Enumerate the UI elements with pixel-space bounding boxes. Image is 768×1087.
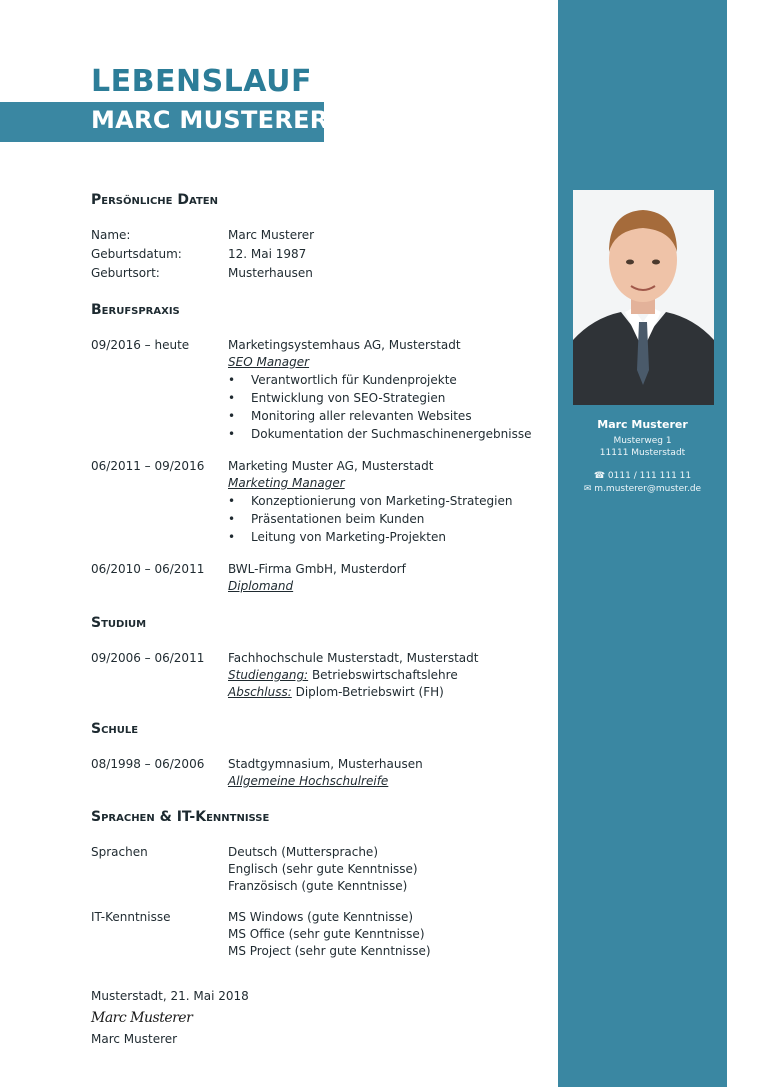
list-item: • Entwicklung von SEO-Strategien bbox=[228, 391, 446, 405]
it-label: IT-Kenntnisse bbox=[91, 910, 171, 924]
school-name: Stadtgymnasium, Musterhausen bbox=[228, 757, 423, 771]
sidebar-name: Marc Musterer bbox=[597, 418, 688, 431]
studies-school: Fachhochschule Musterstadt, Musterstadt bbox=[228, 651, 479, 665]
list-item: • Konzeptionierung von Marketing-Strategien bbox=[228, 494, 513, 508]
list-item: • Leitung von Marketing-Projekten bbox=[228, 530, 446, 544]
job-role: SEO Manager bbox=[228, 355, 310, 369]
profile-photo bbox=[573, 190, 714, 405]
signature: Marc Musterer bbox=[91, 1010, 193, 1026]
school-degree: Allgemeine Hochschulreife bbox=[228, 774, 389, 788]
personal-label: Name: bbox=[91, 228, 131, 242]
studies-field: Studiengang: Betriebswirtschaftslehre bbox=[228, 668, 458, 682]
list-item: • Präsentationen beim Kunden bbox=[228, 512, 425, 526]
personal-label: Geburtsort: bbox=[91, 266, 160, 280]
footer-name: Marc Musterer bbox=[91, 1032, 178, 1046]
language-item: Deutsch (Muttersprache) bbox=[228, 845, 378, 859]
school-period: 08/1998 – 06/2006 bbox=[91, 757, 205, 771]
sidebar-email[interactable]: ✉ m.musterer@muster.de bbox=[583, 484, 702, 494]
heading-studies: Studium bbox=[91, 615, 147, 631]
sidebar-phone: ☎ 0111 / 111 111 11 bbox=[593, 471, 692, 481]
it-item: MS Office (sehr gute Kenntnisse) bbox=[228, 927, 425, 941]
list-item: • Dokumentation der Suchmaschinenergebnisse bbox=[228, 427, 532, 441]
languages-label: Sprachen bbox=[91, 845, 148, 859]
studies-degree: Abschluss: Diplom-Betriebswirt (FH) bbox=[228, 685, 444, 699]
job-role: Diplomand bbox=[228, 579, 294, 593]
heading-personal: Persönliche Daten bbox=[91, 192, 218, 208]
it-item: MS Project (sehr gute Kenntnisse) bbox=[228, 944, 431, 958]
job-company: BWL-Firma GmbH, Musterdorf bbox=[228, 562, 406, 576]
place-date: Musterstadt, 21. Mai 2018 bbox=[91, 989, 249, 1003]
heading-experience: Berufspraxis bbox=[91, 302, 180, 318]
sidebar bbox=[558, 0, 727, 1087]
language-item: Englisch (sehr gute Kenntnisse) bbox=[228, 862, 418, 876]
heading-skills: Sprachen & IT-Kenntnisse bbox=[91, 809, 270, 825]
heading-school: Schule bbox=[91, 721, 139, 737]
list-item: • Verantwortlich für Kundenprojekte bbox=[228, 373, 457, 387]
page-title: LEBENSLAUF bbox=[91, 64, 312, 99]
list-item: • Monitoring aller relevanten Websites bbox=[228, 409, 472, 423]
job-role: Marketing Manager bbox=[228, 476, 345, 490]
personal-value: Marc Musterer bbox=[228, 228, 315, 242]
sidebar-city: 11111 Musterstadt bbox=[599, 448, 686, 458]
job-company: Marketingsystemhaus AG, Musterstadt bbox=[228, 338, 461, 352]
job-period: 06/2011 – 09/2016 bbox=[91, 459, 205, 473]
studies-period: 09/2006 – 06/2011 bbox=[91, 651, 205, 665]
job-period: 09/2016 – heute bbox=[91, 338, 190, 352]
language-item: Französisch (gute Kenntnisse) bbox=[228, 879, 408, 893]
it-item: MS Windows (gute Kenntnisse) bbox=[228, 910, 414, 924]
personal-label: Geburtsdatum: bbox=[91, 247, 182, 261]
personal-value: 12. Mai 1987 bbox=[228, 247, 307, 261]
name-banner-text: MARC MUSTERER bbox=[91, 106, 329, 134]
job-company: Marketing Muster AG, Musterstadt bbox=[228, 459, 434, 473]
job-period: 06/2010 – 06/2011 bbox=[91, 562, 205, 576]
sidebar-street: Musterweg 1 bbox=[613, 436, 672, 446]
personal-value: Musterhausen bbox=[228, 266, 313, 280]
